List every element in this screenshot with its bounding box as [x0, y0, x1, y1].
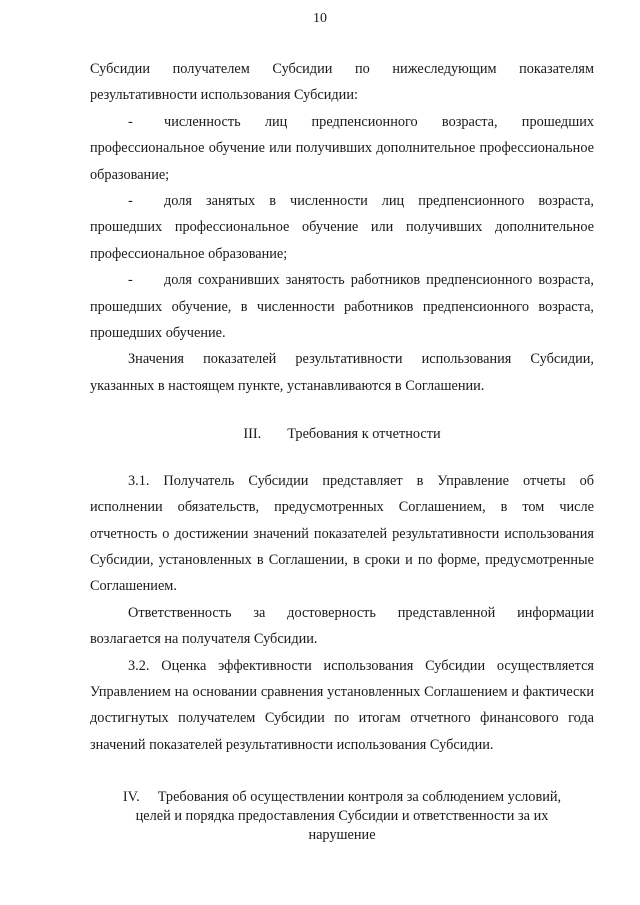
section-title: Требования к отчетности [287, 426, 441, 443]
bullet-item-2 [90, 188, 594, 267]
bullet-dash: - [128, 272, 133, 289]
bullet-text: численность лиц предпенсионного возраста, прошедших профессиональное обучение или получивших дополнительное профессиональное образование; [90, 113, 594, 183]
section-heading-4-line-2: целей и порядка предоставления Субсидии и ответственности за их [135, 808, 549, 825]
section-heading-4 [90, 788, 594, 845]
paragraph-3-2: 3.2. Оценка эффективности использования Субсидии осуществляется Управлением на основании сравнения установленных Соглашением и фактически достигнутых получателем Субсидии по итогам отчетного финансового года значений показателей результативности использования Субсидии. [90, 657, 594, 753]
section-title-line: Требования об осуществлении контроля за соблюдением условий, [157, 789, 562, 806]
bullet-dash: - [128, 113, 133, 130]
bullet-text: доля сохранивших занятость работников предпенсионного возраста, прошедших обучение, в численности работников предпенсионного возраста, прошедших обучение. [90, 272, 594, 342]
section-heading-3 [90, 421, 594, 447]
bullet-dash: - [128, 193, 133, 210]
paragraph-values: Значения показателей результативности использования Субсидии, указанных в настоящем пункте, устанавливаются в Соглашении. [90, 351, 594, 394]
page-number: 10 [313, 11, 327, 26]
paragraph-intro: Субсидии получателем Субсидии по нижеследующим показателям результативности использования Субсидии: [90, 61, 594, 104]
document-body [90, 56, 594, 845]
section-heading-4-line-1 [90, 788, 594, 807]
bullet-item-3 [90, 267, 594, 346]
paragraph-3-1: 3.1. Получатель Субсидии представляет в Управление отчеты об исполнении обязательств, предусмотренных Соглашением, в том числе отчетность о достижении значений показателей результативности использования Субсидии, установленных в Соглашении, в сроки и по форме, предусмотренные Соглашением. [90, 472, 594, 595]
bullet-text: доля занятых в численности лиц предпенсионного возраста, прошедших профессиональное обучение или получивших дополнительное профессиональное образование; [90, 193, 594, 262]
section-heading-4-line-3: нарушение [308, 827, 376, 844]
section-number: III. [243, 426, 262, 443]
section-number: IV. [122, 789, 140, 806]
paragraph-responsibility: Ответственность за достоверность представленной информации возлагается на получателя Субсидии. [90, 604, 594, 648]
bullet-item-1 [90, 109, 594, 188]
